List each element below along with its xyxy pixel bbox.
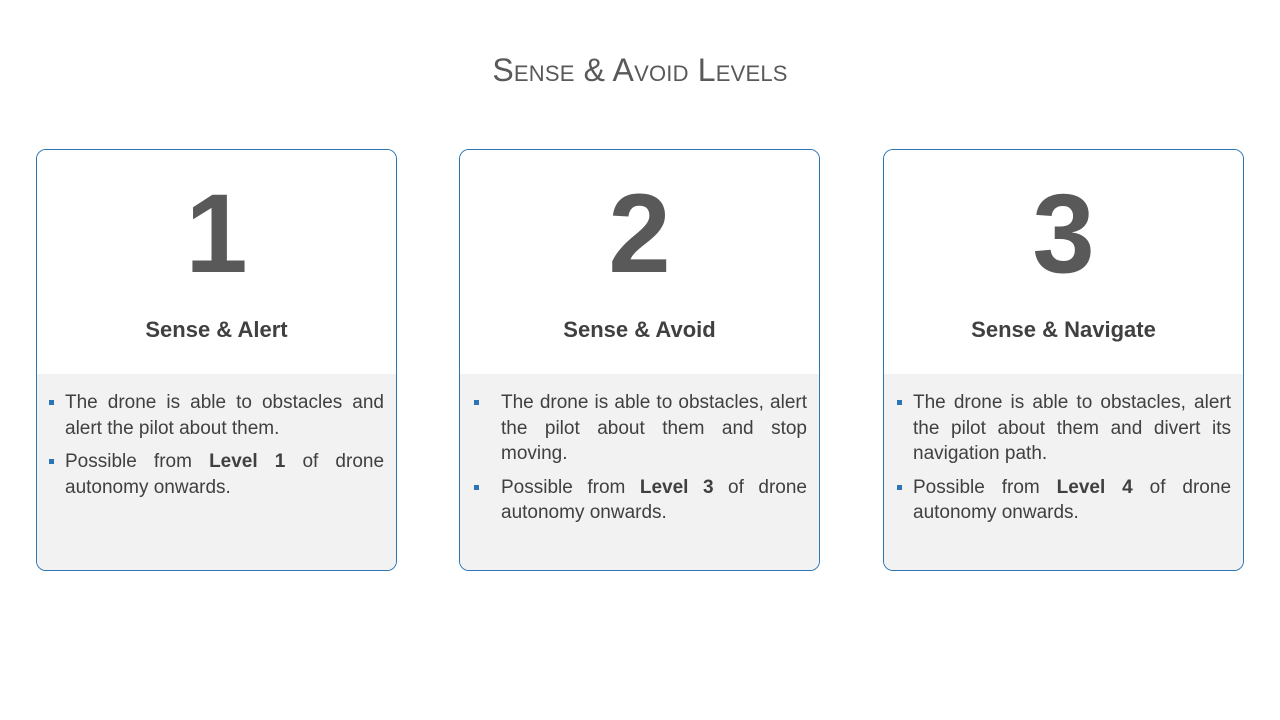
bullet-text-prefix: Possible from [913,476,1057,498]
card-header [37,150,396,374]
square-bullet-icon [897,485,902,490]
card-body [37,374,396,570]
bullet-text-prefix: Possible from [501,476,640,498]
bullet-text-suffix: of drone autonomy onwards. [65,451,385,498]
square-bullet-icon [474,485,479,490]
bullet-text-suffix: of drone autonomy onwards. [913,476,1232,523]
square-bullet-icon [49,400,54,405]
level-card-2 [459,149,820,571]
square-bullet-icon [49,459,54,464]
bullet-list [896,390,1231,534]
card-body [460,374,819,570]
level-heading: Sense & Avoid [563,317,716,342]
level-card-3 [883,149,1244,571]
bullet-text: The drone is able to obstacles, alert the pilot about them and divert its navigation path. [913,392,1231,464]
bullet-text: The drone is able to obstacles, alert the pilot about them and stop moving. [501,392,807,464]
card-body [884,374,1243,570]
bullet-item [896,390,1231,467]
bullet-item [896,475,1231,526]
level-heading: Sense & Navigate [971,317,1156,342]
level-card-1 [36,149,397,571]
bullet-text-suffix: of drone autonomy onwards. [501,476,808,523]
bullet-level-bold: Level 1 [209,451,286,472]
card-header [460,150,819,374]
level-number: 1 [185,171,248,296]
card-header [884,150,1243,374]
bullet-level-bold: Level 4 [1056,476,1133,498]
bullet-text-prefix: Possible from [65,451,210,472]
level-number: 2 [608,171,671,296]
square-bullet-icon [897,400,902,405]
bullet-list [47,390,384,508]
level-number: 3 [1032,171,1095,296]
bullet-list [472,390,807,534]
bullet-item [472,390,807,467]
bullet-item [47,390,384,441]
bullet-text: The drone is able to obstacles and alert the pilot about them. [65,392,384,439]
bullet-item [472,475,807,526]
square-bullet-icon [474,400,479,405]
bullet-level-bold: Level 3 [639,476,714,498]
level-heading: Sense & Alert [145,317,288,342]
slide-title: Sense & Avoid Levels [492,52,788,88]
bullet-item [47,449,384,500]
